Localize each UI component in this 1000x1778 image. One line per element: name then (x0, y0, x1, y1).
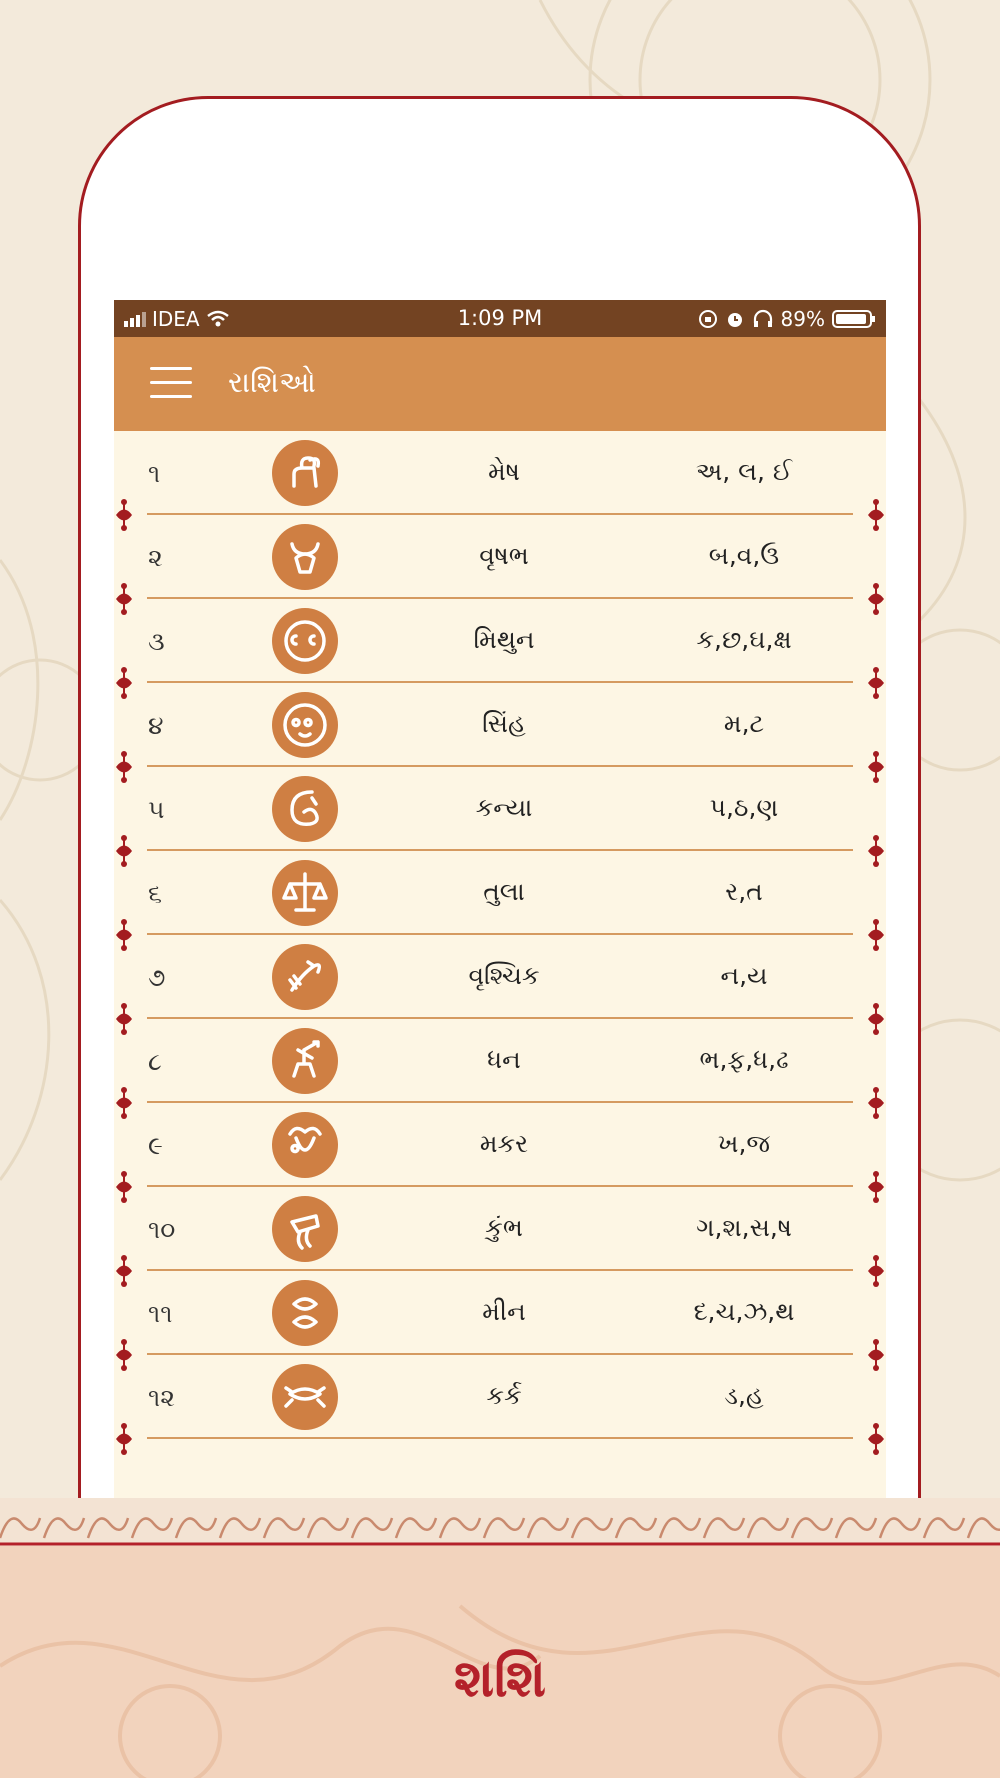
scorpio-icon (272, 944, 338, 1010)
list-item[interactable] (114, 1103, 886, 1187)
battery-icon (832, 309, 876, 329)
list-item[interactable] (114, 1271, 886, 1355)
ornament-icon (114, 1170, 134, 1204)
rashi-number: ૧૨ (148, 1383, 175, 1412)
ornament-icon (866, 1422, 886, 1456)
rashi-number: ૬ (148, 879, 163, 908)
carrier-label: IDEA (152, 306, 200, 331)
rashi-number: ૧૧ (148, 1299, 173, 1328)
rashi-name: કન્યા (475, 793, 533, 822)
ornament-icon (866, 582, 886, 616)
rashi-number: ૧ (148, 459, 161, 488)
rashi-letters: ડ,હ (724, 1381, 764, 1410)
ornament-icon (114, 834, 134, 868)
rashi-letters: ભ,ફ,ધ,ઢ (699, 1045, 789, 1074)
rashi-name: કર્ક (486, 1381, 522, 1410)
ornament-icon (866, 1086, 886, 1120)
rashi-name: તુલા (483, 877, 525, 906)
rashi-name: સિંહ (482, 709, 526, 738)
taurus-icon (272, 524, 338, 590)
ornament-icon (866, 1170, 886, 1204)
rashi-name: કુંભ (485, 1213, 523, 1242)
rashi-name: વૃશ્ચિક (468, 961, 540, 990)
rashi-number: ૩ (148, 627, 165, 656)
rashi-letters: પ,ઠ,ણ (709, 793, 779, 822)
rashi-number: ૪ (148, 711, 164, 740)
rashi-list (114, 431, 886, 1439)
capricorn-icon (272, 1112, 338, 1178)
list-item[interactable] (114, 851, 886, 935)
ornament-icon (114, 750, 134, 784)
rashi-letters: દ,ચ,ઝ,થ (693, 1297, 795, 1326)
list-item[interactable] (114, 1019, 886, 1103)
aquarius-icon (272, 1196, 338, 1262)
rashi-name: ધન (487, 1045, 521, 1074)
app-bar (114, 337, 886, 431)
ornament-icon (114, 1254, 134, 1288)
rashi-name: મેષ (488, 457, 520, 486)
libra-icon (272, 860, 338, 926)
ornament-icon (114, 1086, 134, 1120)
ornament-icon (866, 1254, 886, 1288)
rashi-name: મકર (479, 1129, 529, 1158)
leo-icon (272, 692, 338, 758)
list-item[interactable] (114, 515, 886, 599)
rashi-letters: મ,ટ (723, 709, 765, 738)
rashi-number: ૧૦ (148, 1215, 176, 1244)
rashi-number: ૭ (148, 963, 166, 992)
ornament-icon (114, 498, 134, 532)
rashi-number: ૫ (148, 795, 165, 824)
rashi-number: ૮ (148, 1047, 162, 1076)
list-item[interactable] (114, 1187, 886, 1271)
ornament-icon (114, 582, 134, 616)
ornament-icon (114, 666, 134, 700)
rashi-name: મિથુન (473, 625, 535, 654)
rashi-letters: ર,ત (725, 877, 763, 906)
gemini-icon (272, 608, 338, 674)
decorative-border (0, 1498, 1000, 1548)
ornament-icon (866, 750, 886, 784)
page-title: રાશિઓ (228, 365, 316, 399)
rashi-letters: અ, લ, ઈ (695, 457, 793, 486)
ornament-icon (866, 918, 886, 952)
phone-screen (114, 300, 886, 1540)
rashi-name: મીન (482, 1297, 526, 1326)
ornament-icon (114, 1002, 134, 1036)
ornament-icon (114, 1422, 134, 1456)
headphones-icon (752, 309, 774, 329)
rashi-letters: બ,વ,ઉ (708, 541, 780, 570)
rashi-letters: ક,છ,ઘ,ક્ષ (696, 625, 792, 654)
ornament-icon (866, 834, 886, 868)
row-divider (147, 1437, 853, 1439)
battery-percent: 89% (780, 306, 825, 331)
list-item[interactable] (114, 431, 886, 515)
hamburger-menu-icon[interactable] (150, 367, 192, 401)
rashi-name: વૃષભ (479, 541, 529, 570)
ornament-icon (114, 918, 134, 952)
list-item[interactable] (114, 935, 886, 1019)
list-item[interactable] (114, 767, 886, 851)
ornament-icon (866, 1338, 886, 1372)
status-bar (114, 300, 886, 337)
ornament-icon (866, 498, 886, 532)
rashi-letters: ગ,શ,સ,ષ (696, 1213, 792, 1242)
ornament-icon (866, 666, 886, 700)
rashi-number: ૯ (148, 1131, 163, 1160)
alarm-icon (725, 309, 745, 329)
aries-icon (272, 440, 338, 506)
app-logo: શશિ (454, 1648, 546, 1709)
list-item[interactable] (114, 1355, 886, 1439)
ornament-icon (866, 1002, 886, 1036)
ornament-icon (114, 1338, 134, 1372)
cancer-icon (272, 1364, 338, 1430)
rotation-lock-icon (698, 309, 718, 329)
list-item[interactable] (114, 683, 886, 767)
virgo-icon (272, 776, 338, 842)
sagittarius-icon (272, 1028, 338, 1094)
rashi-number: ૨ (148, 543, 163, 572)
rashi-letters: ખ,જ (717, 1129, 771, 1158)
pisces-icon (272, 1280, 338, 1346)
clock: 1:09 PM (457, 306, 543, 330)
rashi-letters: ન,ય (720, 961, 768, 990)
list-item[interactable] (114, 599, 886, 683)
